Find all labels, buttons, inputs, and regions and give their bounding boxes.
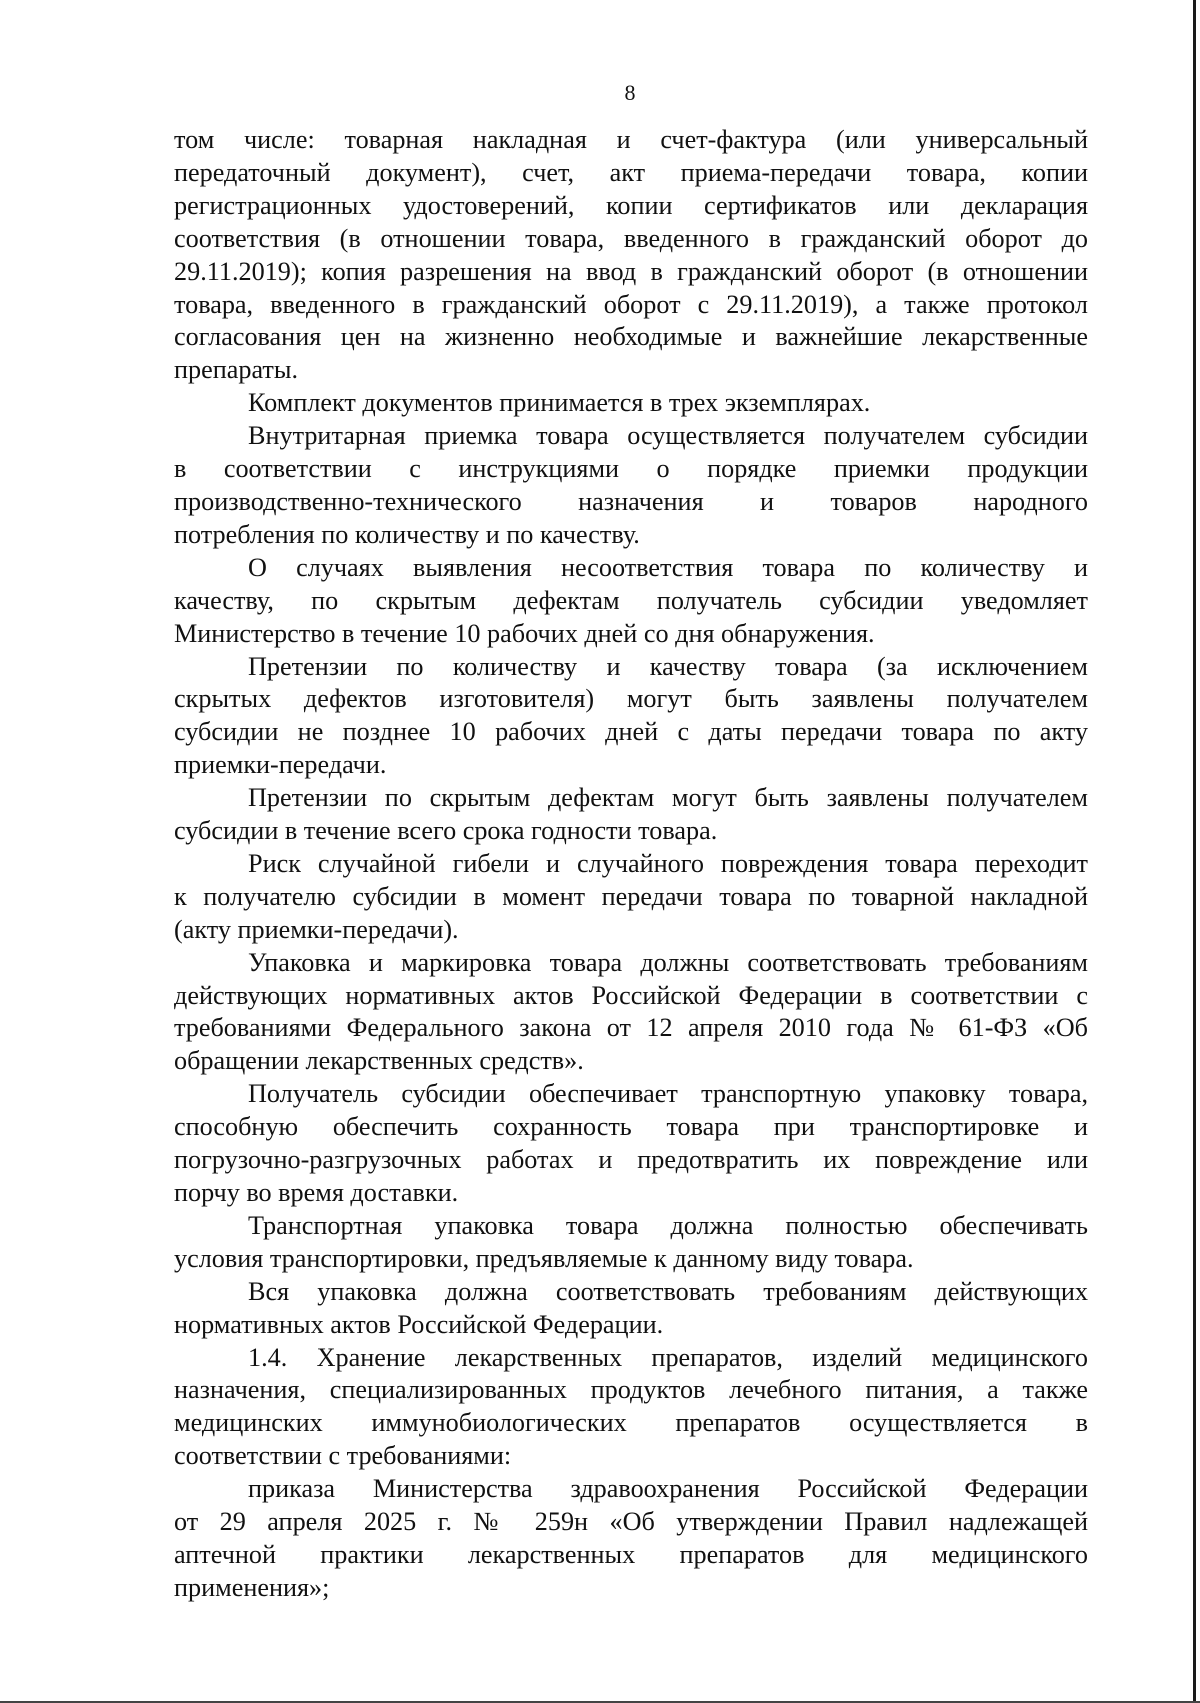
- text-line: Комплект документов принимается в трех экземплярах.: [248, 388, 871, 418]
- text-line: Транспортная упаковка товара должна полностью обеспечивать: [248, 1210, 1088, 1240]
- text-line: регистрационных удостоверений, копии сертификатов или декларация: [174, 190, 1088, 220]
- paragraph: [174, 651, 1088, 783]
- paragraph: [174, 1078, 1088, 1210]
- text-line: приказа Министерства здравоохранения Российской Федерации: [248, 1474, 1088, 1504]
- paragraph: [174, 387, 1088, 420]
- document-body: [174, 124, 1088, 1605]
- text-line: в соответствии с инструкциями о порядке приемки продукции: [174, 454, 1088, 484]
- text-line: порчу во время доставки.: [174, 1178, 459, 1207]
- text-line: препараты.: [174, 355, 298, 385]
- scan-edge-right: [1193, 0, 1196, 1703]
- text-line: согласования цен на жизненно необходимые и важнейшие лекарственные: [174, 322, 1088, 352]
- text-line: качеству, по скрытым дефектам получатель субсидии уведомляет: [174, 585, 1088, 615]
- text-line: обращении лекарственных средств».: [174, 1046, 584, 1076]
- text-line: от 29 апреля 2025 г. № 259н «Об утверждении Правил надлежащей: [174, 1507, 1088, 1537]
- text-line: потребления по количеству и по качеству.: [174, 519, 640, 549]
- text-line: (акту приемки-передачи).: [174, 914, 459, 944]
- text-line: соответствии с требованиями:: [174, 1441, 512, 1471]
- text-line: 29.11.2019); копия разрешения на ввод в гражданский оборот (в отношении: [174, 256, 1088, 286]
- text-line: субсидии не позднее 10 рабочих дней с даты передачи товара по акту: [174, 717, 1088, 747]
- paragraph: [174, 1342, 1088, 1474]
- text-line: том числе: товарная накладная и счет-фактура (или универсальный: [174, 125, 1088, 154]
- paragraph: [174, 420, 1088, 552]
- text-line: Получатель субсидии обеспечивает транспортную упаковку товара,: [248, 1079, 1088, 1109]
- text-line: Вся упаковка должна соответствовать требованиям действующих: [248, 1276, 1088, 1306]
- text-line: Претензии по скрытым дефектам могут быть заявлены получателем: [248, 783, 1088, 813]
- text-line: Риск случайной гибели и случайного повреждения товара переходит: [248, 848, 1088, 878]
- text-line: Претензии по количеству и качеству товара (за исключением: [248, 651, 1088, 681]
- text-line: медицинских иммунобиологических препаратов осуществляется в: [174, 1408, 1088, 1438]
- text-line: 1.4. Хранение лекарственных препаратов, изделий медицинского: [248, 1342, 1088, 1372]
- text-line: скрытых дефектов изготовителя) могут быть заявлены получателем: [174, 684, 1088, 714]
- text-line: условия транспортировки, предъявляемые к данному виду товара.: [174, 1243, 914, 1273]
- text-line: применения»;: [174, 1572, 330, 1602]
- paragraph: [174, 848, 1088, 947]
- text-line: Упаковка и маркировка товара должны соответствовать требованиям: [248, 947, 1088, 977]
- page-number: 8: [624, 80, 636, 105]
- paragraph: [174, 552, 1088, 651]
- text-line: способную обеспечить сохранность товара при транспортировке и: [174, 1112, 1088, 1142]
- text-line: аптечной практики лекарственных препаратов для медицинского: [174, 1539, 1088, 1569]
- text-line: погрузочно-разгрузочных работах и предотвратить их повреждение или: [174, 1145, 1088, 1175]
- text-line: действующих нормативных актов Российской Федерации в соответствии с: [174, 980, 1088, 1010]
- text-line: Внутритарная приемка товара осуществляется получателем субсидии: [248, 421, 1088, 451]
- text-line: субсидии в течение всего срока годности товара.: [174, 816, 718, 846]
- paragraph: [174, 1210, 1088, 1276]
- text-line: к получателю субсидии в момент передачи товара по товарной накладной: [174, 881, 1088, 911]
- paragraph: [174, 124, 1088, 387]
- text-line: нормативных актов Российской Федерации.: [174, 1309, 664, 1339]
- text-line: товара, введенного в гражданский оборот с 29.11.2019), а также протокол: [174, 289, 1088, 319]
- text-line: О случаях выявления несоответствия товара по количеству и: [248, 552, 1088, 582]
- text-line: требованиями Федерального закона от 12 апреля 2010 года № 61-ФЗ «Об: [174, 1013, 1088, 1043]
- paragraph: [174, 947, 1088, 1079]
- text-line: назначения, специализированных продуктов лечебного питания, а также: [174, 1375, 1088, 1405]
- text-line: приемки-передачи.: [174, 750, 387, 780]
- text-line: производственно-технического назначения и товаров народного: [174, 486, 1088, 516]
- text-line: соответствия (в отношении товара, введенного в гражданский оборот до: [174, 223, 1088, 253]
- paragraph: [174, 1473, 1088, 1605]
- paragraph: [174, 782, 1088, 848]
- paragraph: [174, 1276, 1088, 1342]
- text-line: передаточный документ), счет, акт приема-передачи товара, копии: [174, 157, 1088, 187]
- text-line: Министерство в течение 10 рабочих дней со дня обнаружения.: [174, 618, 875, 648]
